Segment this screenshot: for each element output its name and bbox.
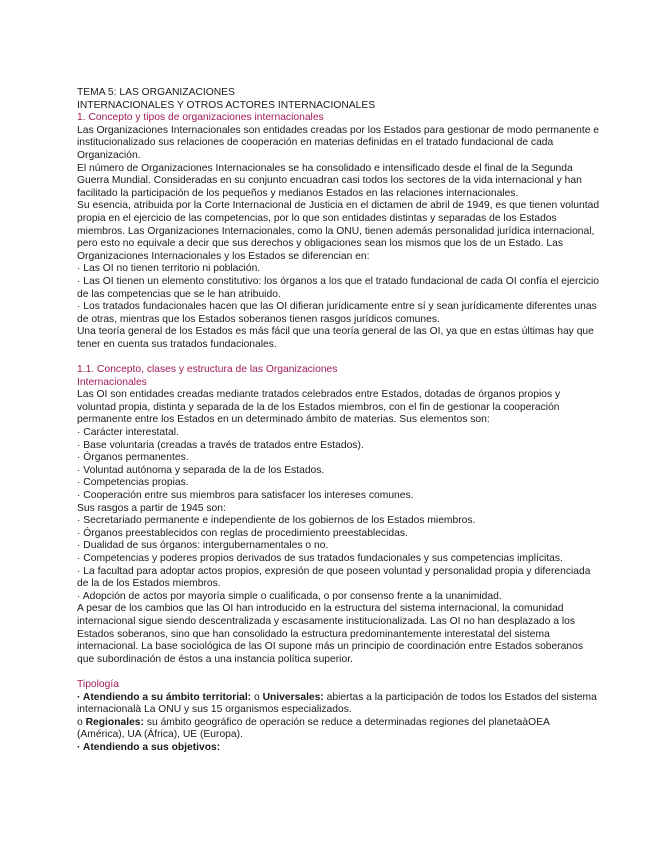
bullet-line: · Las OI no tienen territorio ni población. bbox=[77, 263, 261, 275]
text-line: Estados soberanos, sino que han consolidado la estructura predominantemente interestatal del sistema bbox=[77, 628, 550, 640]
text-line: facilitado la participación de los pequeños y medianos Estados en las relaciones internacionales. bbox=[77, 187, 519, 199]
text-line: de otras, mientras que los Estados soberanos tienen rasgos jurídicos comunes. bbox=[77, 313, 440, 325]
text-line: miembros. Las Organizaciones Internacionales, como la ONU, tienen además personalidad jurídica internacional, bbox=[77, 225, 595, 237]
document-title-line-1: TEMA 5: LAS ORGANIZACIONES bbox=[77, 87, 235, 98]
section-1-1-heading-line-2: Internacionales bbox=[77, 376, 147, 388]
spacer bbox=[77, 666, 622, 679]
text-span: o bbox=[251, 691, 263, 703]
spacer bbox=[77, 351, 622, 364]
text-line: Las OI son entidades creadas mediante tratados celebrados entre Estados, dotadas de órganos propios y bbox=[77, 389, 561, 401]
tipologia-heading: Tipología bbox=[77, 678, 119, 690]
text-line: Organizaciones Internacionales y los Estados se diferencian en: bbox=[77, 250, 370, 262]
bullet-line: · Los tratados fundacionales hacen que las OI difieran jurídicamente entre sí y sean jurídicamente diferentes unas bbox=[77, 301, 597, 313]
text-line: Guerra Mundial. Consideradas en su conjunto encuadran casi todos los sectores de la vida internacional y han bbox=[77, 175, 582, 187]
text-line: internacional. La base sociológica de las OI supone más un principio de coordinación entre Estados soberanos bbox=[77, 641, 584, 653]
bold-label: Universales: bbox=[262, 691, 324, 703]
text-line: (América), UA (África), UE (Europa). bbox=[77, 729, 243, 741]
text-span: abiertas a la participación de todos los Estados del sistema bbox=[323, 691, 597, 703]
section-1-1-heading-line-1: 1.1. Concepto, clases y estructura de las Organizaciones bbox=[77, 364, 338, 376]
section-1-1-body bbox=[77, 389, 622, 666]
text-line: internacional sigue siendo descentralizada y escasamente institucionalizada. Las OI no han desplazado a los bbox=[77, 615, 575, 627]
text-line: tener en cuenta sus tratados fundacionales. bbox=[77, 338, 277, 350]
text-line: Organización. bbox=[77, 149, 141, 161]
section-1-heading: 1. Concepto y tipos de organizaciones internacionales bbox=[77, 112, 324, 124]
text-span: su ámbito geográfico de operación se reduce a determinadas regiones del planetaàOEA bbox=[143, 716, 550, 728]
bullet-line: · Órganos permanentes. bbox=[77, 452, 189, 464]
document-title-line-2: INTERNACIONALES Y OTROS ACTORES INTERNACIONALES bbox=[77, 99, 376, 111]
bullet-line: · Adopción de actos por mayoría simple o cualificada, o por consenso frente a la unanimidad. bbox=[77, 590, 502, 602]
text-line: A pesar de los cambios que las OI han introducido en la estructura del sistema internacional, la comunidad bbox=[77, 603, 564, 615]
bullet-line: · Voluntad autónoma y separada de la de los Estados. bbox=[77, 464, 325, 476]
tipologia-item-regionales bbox=[77, 717, 622, 730]
text-line: de la de los Estados miembros. bbox=[77, 578, 221, 590]
bullet-line: · Secretariado permanente e independiente de los gobiernos de los Estados miembros. bbox=[77, 515, 476, 527]
text-line: que subordinación de éstos a una instancia política superior. bbox=[77, 653, 353, 665]
tipologia-body bbox=[77, 692, 622, 755]
text-line: pero esto no equivale a decir que sus derechos y obligaciones sean los mismos que los de un Estado. Las bbox=[77, 238, 563, 250]
text-line: propia en el ejercicio de las competencias, por lo que son entidades distintas y separadas de los Estados bbox=[77, 212, 557, 224]
bullet-line: · Órganos preestablecidos con reglas de procedimiento preestablecidas. bbox=[77, 527, 408, 539]
tipologia-item-objetivos: · Atendiendo a sus objetivos: bbox=[77, 741, 221, 753]
text-line: internacionalà La ONU y sus 15 organismos especializados. bbox=[77, 704, 352, 716]
bullet-line: · Cooperación entre sus miembros para satisfacer los intereses comunes. bbox=[77, 490, 414, 501]
text-line: permanente entre los Estados en un determinado ámbito de materias. Sus elementos son: bbox=[77, 414, 490, 426]
text-line: Su esencia, atribuida por la Corte Internacional de Justicia en el dictamen de abril de 1949, es que tienen voluntad bbox=[77, 200, 600, 212]
bullet-line: · La facultad para adoptar actos propios, expresión de que poseen voluntad y personalidad propia y diferenciada bbox=[77, 565, 591, 577]
bullet-line: · Dualidad de sus órganos: intergubernamentales o no. bbox=[77, 540, 329, 552]
text-line: Sus rasgos a partir de 1945 son: bbox=[77, 502, 226, 514]
text-line: Una teoría general de los Estados es más fácil que una teoría general de las OI, ya que en estas últimas hay que bbox=[77, 326, 594, 338]
bullet-line: · Competencias propias. bbox=[77, 477, 189, 489]
text-line: Las Organizaciones Internacionales son entidades creadas por los Estados para gestionar de modo permanente e bbox=[77, 124, 600, 136]
bold-label: · Atendiendo a su ámbito territorial: bbox=[77, 691, 252, 703]
text-line: El número de Organizaciones Internacionales se ha consolidado e intensificado desde el final de la Segunda bbox=[77, 162, 573, 174]
bullet-line: · Base voluntaria (creadas a través de tratados entre Estados). bbox=[77, 439, 364, 451]
text-line: voluntad propia, distinta y separada de la de los Estados miembros, con el fin de gestionar la cooperación bbox=[77, 401, 560, 413]
bullet-line: · Las OI tienen un elemento constitutivo: los órganos a los que el tratado fundacional de cada OI confía el ejercicio bbox=[77, 275, 600, 287]
text-span: o bbox=[77, 716, 86, 728]
text-line: institucionalizado sus relaciones de cooperación en materias definidas en el tratado fundacional de cada bbox=[77, 137, 554, 149]
tipologia-item-territorial bbox=[77, 692, 622, 705]
bullet-line: · Competencias y poderes propios derivados de sus tratados fundacionales y sus competencias implícitas. bbox=[77, 552, 563, 564]
section-1-body bbox=[77, 125, 622, 352]
text-line: de las competencias que se le han atribuido. bbox=[77, 288, 281, 300]
document-body bbox=[77, 87, 622, 754]
bold-label: Regionales: bbox=[85, 716, 144, 728]
bullet-line: · Carácter interestatal. bbox=[77, 427, 179, 439]
